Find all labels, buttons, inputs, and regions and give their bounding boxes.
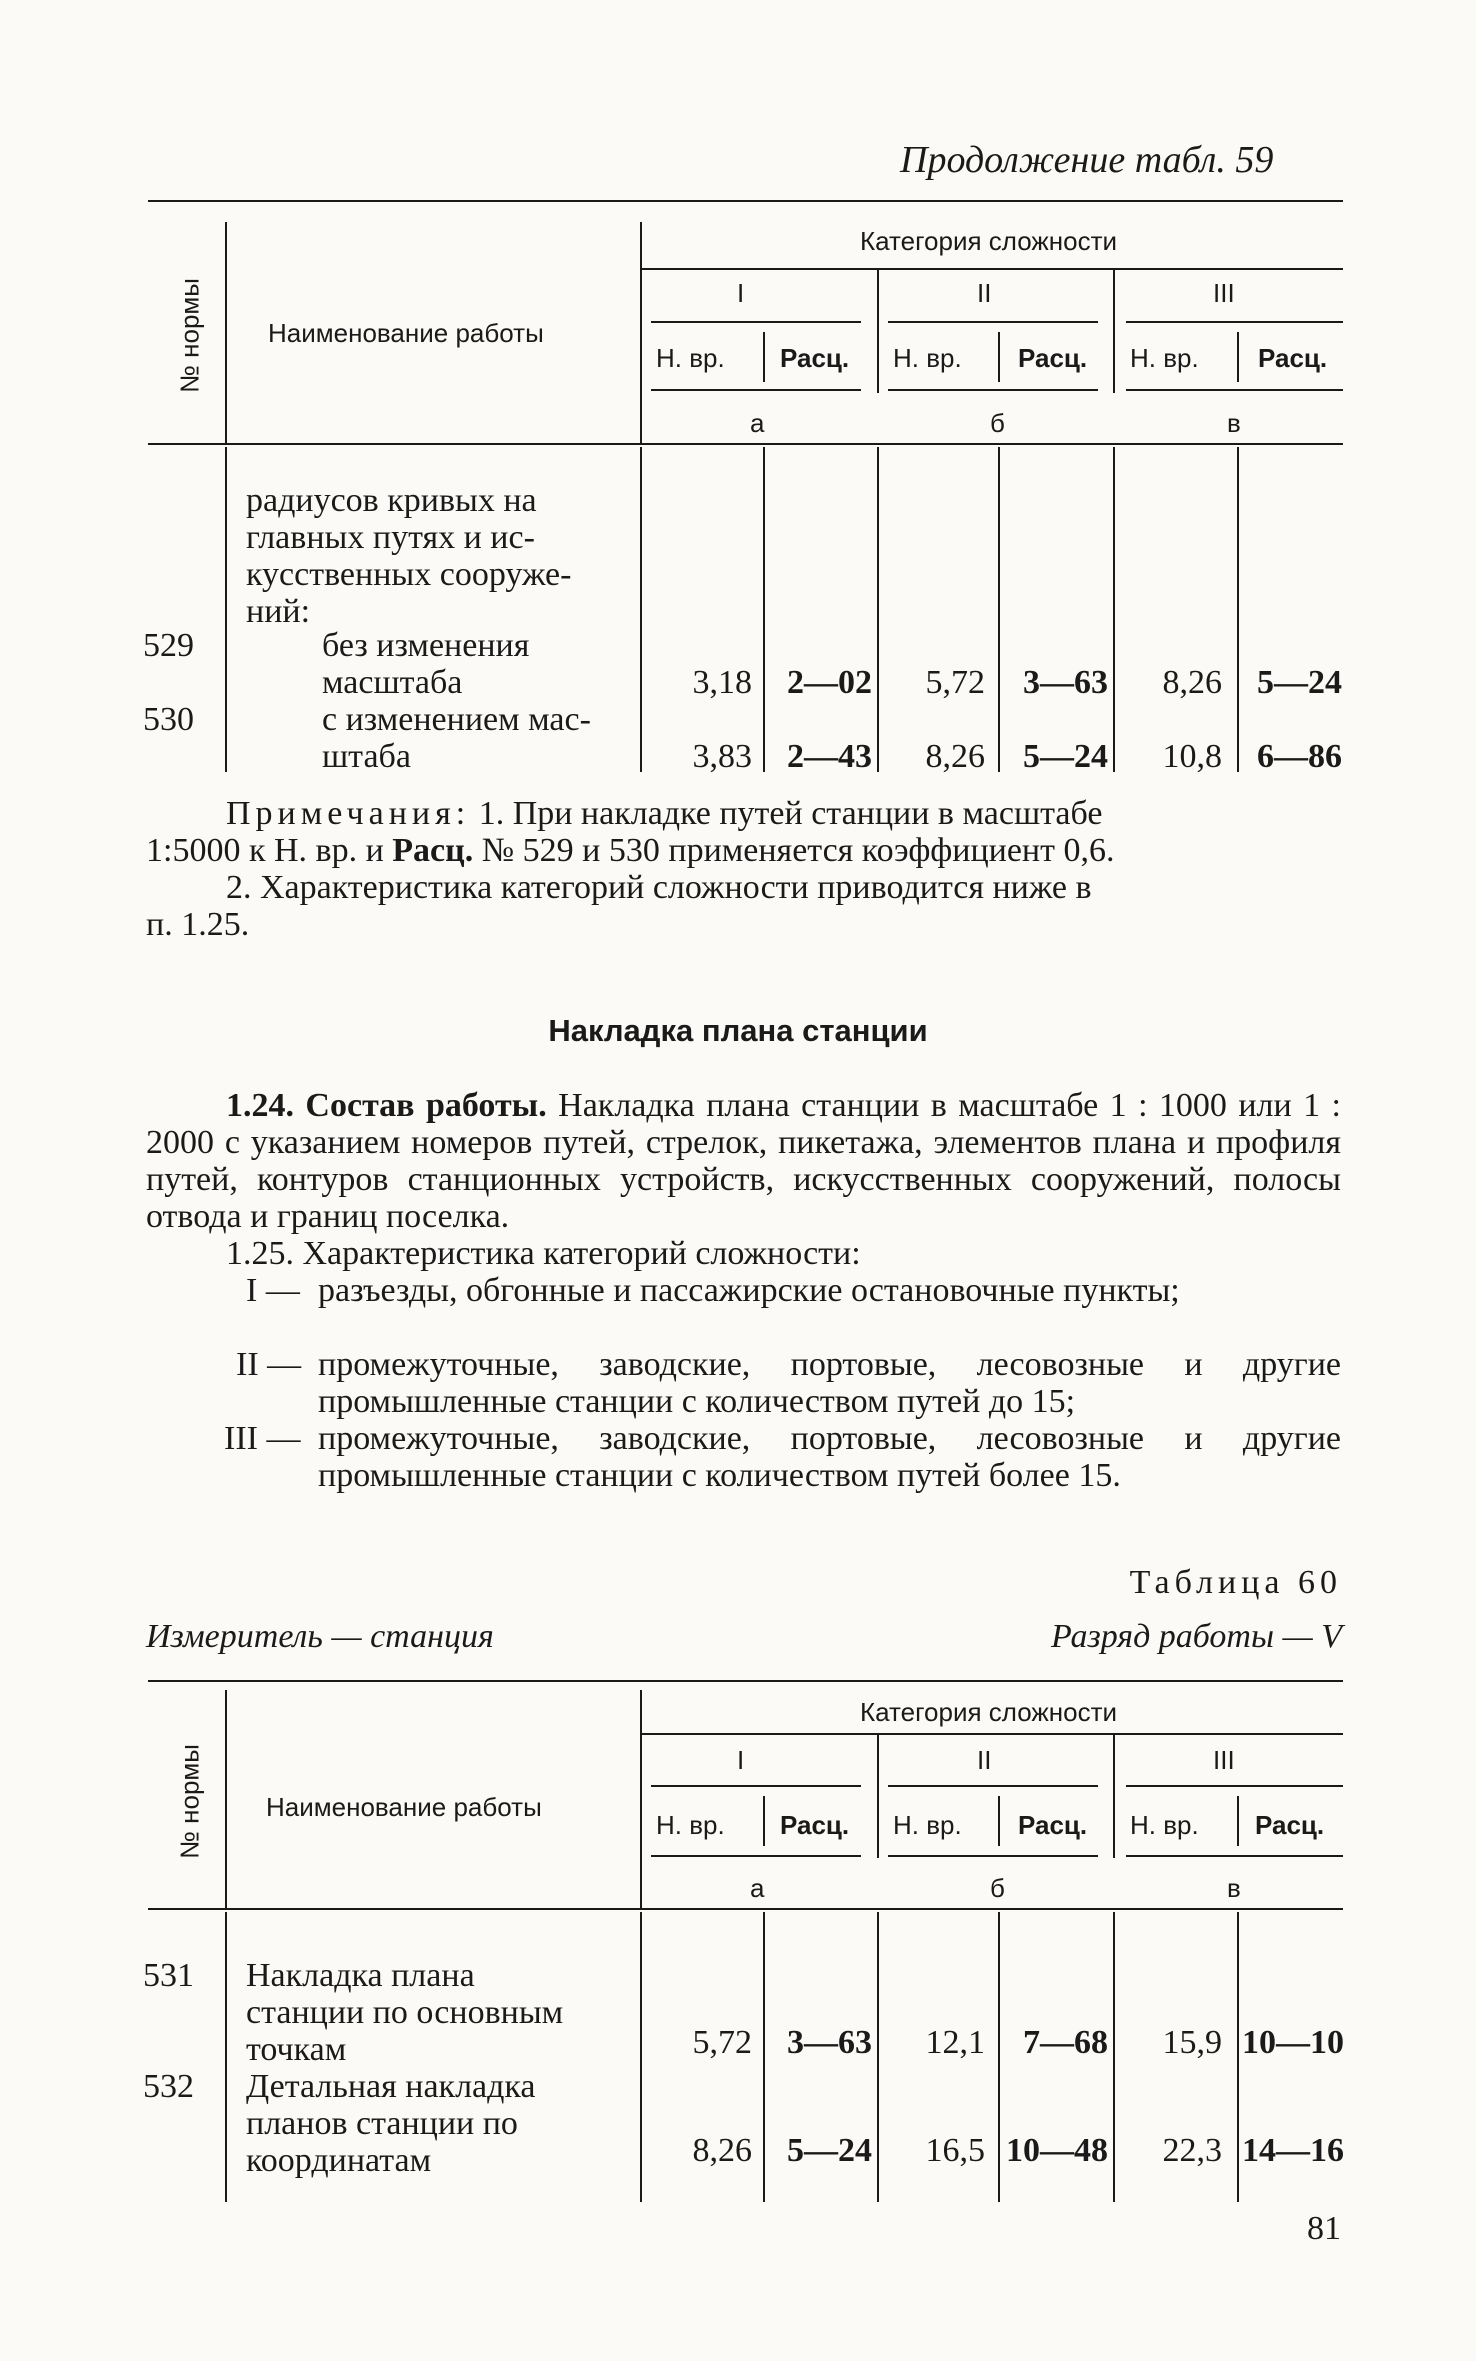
notes-text: 2. Характеристика категорий сложности приводится ниже в <box>226 869 1092 906</box>
table59-sub-rule <box>651 389 861 391</box>
intro-line: радиусов кривых на <box>246 482 537 519</box>
category-text: промежуточные, заводские, портовые, лесовозные и другие промышленные станции с количеством путей до 15; <box>318 1346 1341 1420</box>
table59-col-divider <box>225 222 227 444</box>
sub-v-header: в <box>1227 1873 1241 1903</box>
table59-sub-divider <box>1237 332 1239 382</box>
rate-value: 3—63 <box>1023 664 1108 701</box>
table60-top-rule <box>148 1680 1343 1682</box>
table60-sub-rule <box>1126 1785 1343 1787</box>
table60-sub-divider <box>998 1796 1000 1846</box>
table60-sub-rule <box>1126 1855 1343 1857</box>
table60-body-divider <box>225 1912 227 2202</box>
paragraph-1-24 <box>146 1087 1341 1235</box>
rasc-header: Расц. <box>1258 343 1328 373</box>
notes-line-4 <box>146 906 1341 943</box>
paragraph-text: 1.25. Характеристика категорий сложности: <box>226 1235 861 1272</box>
table59-sub-rule <box>1126 321 1343 323</box>
rate-value: 3—63 <box>787 2024 872 2061</box>
nvr-value: 8,26 <box>925 738 985 775</box>
notes-text: 1. При накладке путей станции в масштабе <box>470 795 1103 832</box>
sub-a-header: а <box>750 408 765 438</box>
table59-category-rule <box>640 268 1343 270</box>
category-label: II — <box>236 1346 302 1383</box>
table59-col-divider <box>640 222 642 444</box>
notes-text: п. 1.25. <box>146 906 250 943</box>
table60-sub-rule <box>651 1855 861 1857</box>
notes-line-2 <box>146 832 1341 869</box>
category-label: III — <box>224 1420 301 1457</box>
cat-i-header: I <box>737 1745 745 1775</box>
table59-sub-rule <box>1126 389 1343 391</box>
notes-text: 1:5000 к Н. вр. и <box>146 832 393 869</box>
notes-bold: Расц. <box>392 832 474 869</box>
row-name-line: точкам <box>246 2031 347 2068</box>
table59-sub-rule <box>888 389 1098 391</box>
nvr-header: Н. вр. <box>893 1810 962 1840</box>
table59-body-divider <box>225 447 227 772</box>
name-column-header: Наименование работы <box>268 318 544 348</box>
sub-b-header: б <box>990 1873 1005 1903</box>
nvr-header: Н. вр. <box>1130 1810 1199 1840</box>
table59-header-rule <box>148 443 1343 445</box>
category-label: I — <box>246 1272 300 1309</box>
row-number: 531 <box>143 1957 194 1994</box>
table59-sub-divider <box>763 332 765 382</box>
table60-col-divider <box>1113 1733 1115 1858</box>
cat-i-header: I <box>737 278 745 308</box>
table60-col-divider <box>877 1733 879 1858</box>
nvr-value: 12,1 <box>925 2024 985 2061</box>
rate-value: 14—16 <box>1242 2132 1344 2169</box>
category-header: Категория сложности <box>860 1697 1118 1727</box>
rasc-header: Расц. <box>780 343 850 373</box>
rate-value: 5—24 <box>1257 664 1342 701</box>
notes-line-3 <box>146 869 1341 906</box>
paragraph-text: Накладка плана станции в масштабе 1 : 1000 или 1 : 2000 с указанием номеров путей, стрелок, пикетажа, элементов плана и профиля путей, контуров станционных устройств, искусственных сооружений, полосы отвода и границ поселка. <box>146 1087 1341 1235</box>
table60-sub-rule <box>651 1785 861 1787</box>
nvr-value: 8,26 <box>692 2132 752 2169</box>
table59-body-divider <box>877 447 879 772</box>
rate-value: 5—24 <box>1023 738 1108 775</box>
name-column-header: Наименование работы <box>266 1792 542 1822</box>
rate-value: 5—24 <box>787 2132 872 2169</box>
cat-ii-header: II <box>977 1745 992 1775</box>
table60-body-divider <box>1237 1912 1239 2202</box>
table60-body-divider <box>1113 1912 1115 2202</box>
num-column-header: № нормы <box>174 278 205 393</box>
table59-body-divider <box>1237 447 1239 772</box>
continuation-title: Продолжение табл. 59 <box>900 139 1274 181</box>
nvr-header: Н. вр. <box>656 343 725 373</box>
rate-value: 2—02 <box>787 664 872 701</box>
row-number: 532 <box>143 2068 194 2105</box>
work-grade: Разряд работы — V <box>1050 1618 1342 1655</box>
category-text: промежуточные, заводские, портовые, лесовозные и другие промышленные станции с количеством путей более 15. <box>318 1420 1341 1494</box>
nvr-value: 22,3 <box>1162 2132 1222 2169</box>
row-name-line: с изменением мас- <box>322 701 591 738</box>
table60-header-rule <box>148 1908 1343 1910</box>
measure-unit: Измеритель — станция <box>146 1618 494 1655</box>
cat-iii-header: III <box>1213 1745 1235 1775</box>
nvr-value: 5,72 <box>925 664 985 701</box>
nvr-header: Н. вр. <box>893 343 962 373</box>
section-title: Накладка плана станции <box>548 1013 928 1048</box>
table59-body-divider <box>1113 447 1115 772</box>
rate-value: 10—10 <box>1242 2024 1344 2061</box>
rasc-header: Расц. <box>1018 343 1088 373</box>
nvr-value: 3,18 <box>692 664 752 701</box>
row-name-line: Накладка плана <box>246 1957 475 1994</box>
row-name-line: станции по основным <box>246 1994 564 2031</box>
nvr-value: 15,9 <box>1162 2024 1222 2061</box>
intro-line: ний: <box>246 593 311 630</box>
row-name-line: масштаба <box>322 664 463 701</box>
table60-category-rule <box>640 1733 1343 1735</box>
table60-col-divider <box>225 1690 227 1908</box>
sub-a-header: а <box>750 1873 765 1903</box>
table59-col-divider <box>1113 268 1115 393</box>
table60-sub-rule <box>888 1785 1098 1787</box>
rate-value: 2—43 <box>787 738 872 775</box>
table60-sub-divider <box>763 1796 765 1846</box>
notes-text: № 529 и 530 применяется коэффициент 0,6. <box>473 832 1115 869</box>
notes-line-1 <box>146 795 1341 832</box>
table60-body-divider <box>998 1912 1000 2202</box>
row-name-line: Детальная накладка <box>246 2068 536 2105</box>
category-text: разъезды, обгонные и пассажирские остановочные пункты; <box>318 1272 1180 1309</box>
category-header: Категория сложности <box>860 226 1118 256</box>
paragraph-lead: Состав работы. <box>305 1087 547 1124</box>
table60-body-divider <box>640 1912 642 2202</box>
table59-col-divider <box>877 268 879 393</box>
rate-value: 10—48 <box>1006 2132 1108 2169</box>
page-number: 81 <box>1307 2210 1341 2247</box>
table59-sub-divider <box>998 332 1000 382</box>
rate-value: 7—68 <box>1023 2024 1108 2061</box>
cat-ii-header: II <box>977 278 992 308</box>
rasc-header: Расц. <box>780 1810 850 1840</box>
table59-body-divider <box>998 447 1000 772</box>
table59-sub-rule <box>651 321 861 323</box>
row-name-line: координатам <box>246 2142 432 2179</box>
rasc-header: Расц. <box>1018 1810 1088 1840</box>
row-name-line: планов станции по <box>246 2105 518 2142</box>
nvr-value: 3,83 <box>692 738 752 775</box>
nvr-value: 16,5 <box>925 2132 985 2169</box>
table60-body-divider <box>763 1912 765 2202</box>
row-number: 530 <box>143 701 194 738</box>
nvr-value: 10,8 <box>1162 738 1222 775</box>
table-label: Таблица 60 <box>1129 1564 1342 1601</box>
row-number: 529 <box>143 627 194 664</box>
table60-body-divider <box>877 1912 879 2202</box>
table59-body-divider <box>763 447 765 772</box>
nvr-header: Н. вр. <box>1130 343 1199 373</box>
nvr-value: 5,72 <box>692 2024 752 2061</box>
rate-value: 6—86 <box>1257 738 1342 775</box>
table60-col-divider <box>640 1690 642 1908</box>
paragraph-1-25 <box>146 1235 1341 1272</box>
table60-sub-divider <box>1237 1796 1239 1846</box>
sub-b-header: б <box>990 408 1005 438</box>
num-column-header: № нормы <box>174 1744 205 1859</box>
table59-body-divider <box>640 447 642 772</box>
row-name-line: без изменения <box>322 627 530 664</box>
row-name-line: штаба <box>322 738 411 775</box>
nvr-header: Н. вр. <box>656 1810 725 1840</box>
rasc-header: Расц. <box>1255 1810 1325 1840</box>
table59-sub-rule <box>888 321 1098 323</box>
nvr-value: 8,26 <box>1162 664 1222 701</box>
table59-top-rule <box>148 200 1343 202</box>
intro-line: главных путях и ис- <box>246 519 535 556</box>
sub-v-header: в <box>1227 408 1241 438</box>
intro-line: кусственных сооруже- <box>246 556 572 593</box>
cat-iii-header: III <box>1213 278 1235 308</box>
table60-sub-rule <box>888 1855 1098 1857</box>
paragraph-number: 1.24. <box>226 1087 294 1124</box>
notes-label: Примечания: <box>226 795 471 832</box>
